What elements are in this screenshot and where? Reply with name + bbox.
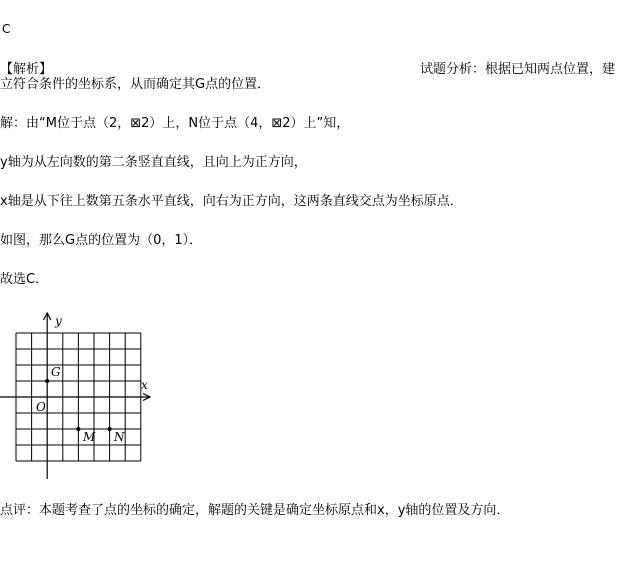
solution-line-4: 如图，那么G点的位置为（0，1）． (0, 233, 203, 248)
comment-text: 点评：本题考查了点的坐标的确定，解题的关键是确定坐标原点和x，y轴的位置及方向． (0, 503, 510, 518)
coordinate-grid-figure (0, 305, 160, 485)
axis-x-label: x (141, 378, 148, 392)
point-g (45, 379, 49, 383)
solution-line-3: x轴是从下往上数第五条水平直线，向右为正方向，这两条直线交点为坐标原点． (0, 194, 463, 209)
analysis-intro: 试题分析：根据已知两点位置，建 (420, 62, 616, 77)
solution-line-5: 故选C． (0, 272, 49, 287)
analysis-heading: 【解析】 (0, 62, 53, 77)
point-g-label: G (51, 365, 61, 379)
point-m-label: M (83, 430, 96, 444)
solution-line-2: y轴为从左向数的第二条竖直直线，且向上为正方向， (0, 155, 307, 170)
solution-line-1: 解：由“M位于点（2，⊠2）上，N位于点（4，⊠2）上”知， (0, 116, 350, 131)
origin-label: O (36, 400, 46, 414)
point-n (108, 427, 112, 431)
answer-text: C (2, 22, 11, 36)
analysis-continuation: 立符合条件的坐标系，从而确定其G点的位置． (0, 77, 271, 92)
point-n-label: N (114, 430, 125, 444)
axis-y-label: y (55, 314, 62, 328)
point-m (76, 427, 80, 431)
